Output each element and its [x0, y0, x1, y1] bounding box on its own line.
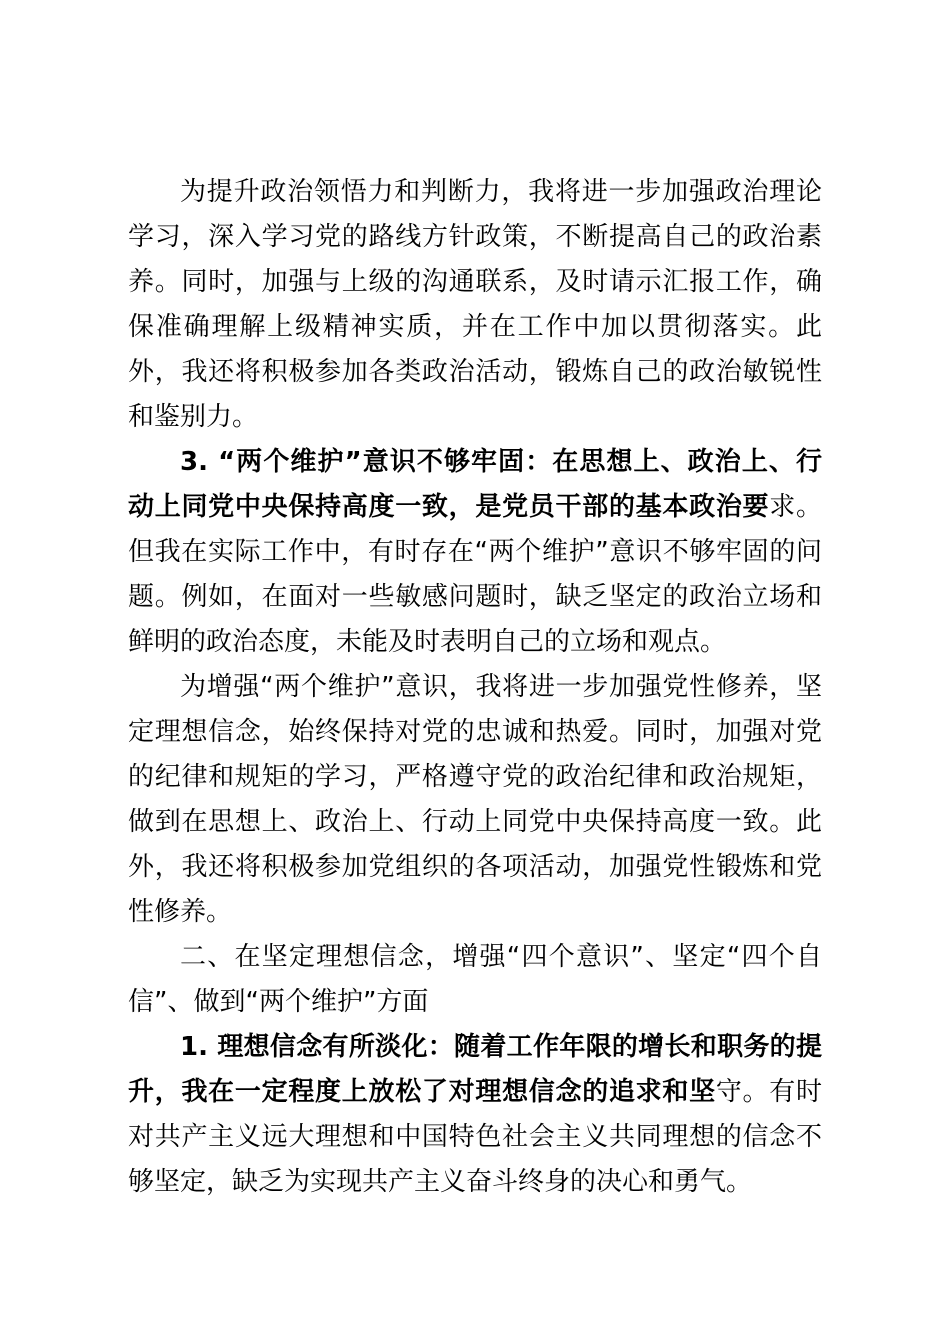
paragraph-text: 二、在坚定理想信念，增强“四个意识”、坚定“四个自信”、做到“两个维护”方面 — [128, 942, 822, 1017]
paragraph-bold-lead: 1. 理想信念有所淡化：随着工作年限的增长和职务的提升，我在一定程度上放松了对理想信念的追求和坚 — [128, 1032, 822, 1107]
paragraph-two-safeguards-issue — [128, 440, 822, 665]
paragraph-text: 守。有时对共产主义远大理想和中国特色社会主义共同理想的信念不够坚定，缺乏为实现共产主义奋斗终身的决心和勇气。 — [128, 1077, 822, 1197]
paragraph-text: 为提升政治领悟力和判断力，我将进一步加强政治理论学习，深入学习党的路线方针政策，不断提高自己的政治素养。同时，加强与上级的沟通联系，及时请示汇报工作，确保准确理解上级精神实质，并在工作中加以贯彻落实。此外，我还将积极参加各类政治活动，锻炼自己的政治敏锐性和鉴别力。 — [128, 177, 822, 432]
paragraph-bold-lead: 3. “两个维护”意识不够牢固：在思想上、政治上、行动上同党中央保持高度一致，是党员干部的基本政治要 — [128, 447, 822, 522]
document-body — [128, 170, 822, 1205]
paragraph-two-safeguards-improvement — [128, 665, 822, 935]
paragraph-ideals-weakened — [128, 1025, 822, 1205]
paragraph-text: 求。但我在实际工作中，有时存在“两个维护”意识不够牢固的问题。例如，在面对一些敏感问题时，缺乏坚定的政治立场和鲜明的政治态度，未能及时表明自己的立场和观点。 — [128, 492, 822, 657]
paragraph-text: 为增强“两个维护”意识，我将进一步加强党性修养，坚定理想信念，始终保持对党的忠诚和热爱。同时，加强对党的纪律和规矩的学习，严格遵守党的政治纪律和政治规矩，做到在思想上、政治上、行动上同党中央保持高度一致。此外，我还将积极参加党组织的各项活动，加强党性锻炼和党性修养。 — [128, 672, 822, 927]
section-heading-ideals — [128, 935, 822, 1025]
paragraph-political-awareness — [128, 170, 822, 440]
